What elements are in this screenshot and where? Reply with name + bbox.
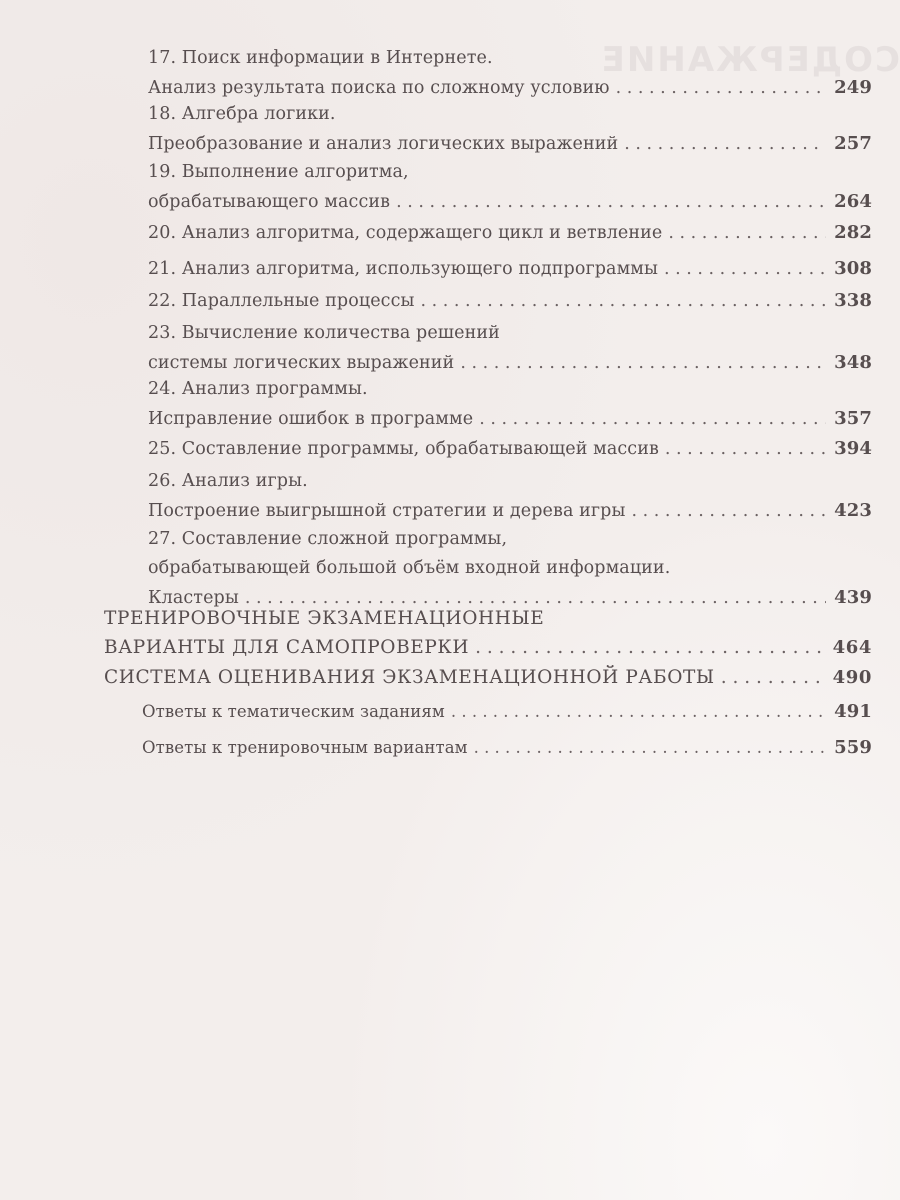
page-number: 357	[834, 408, 872, 429]
entry-title: 21. Анализ алгоритма, использующего подпрограммы	[148, 259, 659, 279]
entry-subtitle: системы логических выражений	[148, 353, 455, 373]
toc-entry-24[interactable]	[148, 375, 872, 434]
page-number: 348	[834, 352, 872, 373]
leader-dots	[474, 733, 827, 762]
page-number: 559	[834, 737, 872, 758]
entry-subtitle: Кластеры	[148, 588, 239, 608]
leader-dots	[451, 697, 826, 726]
page-number: 282	[834, 222, 872, 243]
page-number: 464	[832, 637, 872, 658]
toc-entry-27[interactable]	[148, 525, 872, 613]
toc-entry-18[interactable]	[148, 100, 872, 159]
leader-dots	[624, 130, 826, 159]
entry-title: 23. Вычисление количества решений	[148, 323, 500, 343]
leader-dots	[475, 633, 825, 662]
toc-answers-thematic[interactable]	[142, 697, 872, 726]
page-number: 423	[834, 500, 872, 521]
page-number: 249	[834, 77, 872, 98]
toc-entry-17[interactable]	[148, 44, 872, 103]
entry-title: 18. Алгебра логики.	[148, 104, 336, 124]
leader-dots	[668, 219, 826, 248]
toc-section-training-variants[interactable]	[104, 604, 872, 662]
page-number: 338	[834, 290, 872, 311]
leader-dots	[396, 188, 826, 217]
entry-subtitle: обрабатывающей большой объём входной информации.	[148, 558, 671, 578]
answers-title: Ответы к тематическим заданиям	[142, 702, 445, 721]
section-title: ВАРИАНТЫ ДЛЯ САМОПРОВЕРКИ	[104, 637, 470, 658]
entry-title: 26. Анализ игры.	[148, 471, 308, 491]
leader-dots	[479, 405, 826, 434]
page-number: 439	[834, 587, 872, 608]
page-number: 308	[834, 258, 872, 279]
leader-dots	[664, 255, 826, 284]
entry-title: 19. Выполнение алгоритма,	[148, 162, 409, 182]
entry-subtitle: Построение выигрышной стратегии и дерева игры	[148, 501, 626, 521]
leader-dots	[721, 663, 825, 692]
toc-entry-20[interactable]	[148, 218, 872, 248]
entry-subtitle: обрабатывающего массив	[148, 192, 391, 212]
toc-entry-23[interactable]	[148, 319, 872, 378]
toc-entry-19[interactable]	[148, 158, 872, 217]
toc-entry-26[interactable]	[148, 467, 872, 526]
entry-title: 22. Параллельные процессы	[148, 291, 415, 311]
toc-entry-21[interactable]	[148, 254, 872, 284]
entry-subtitle: Преобразование и анализ логических выражений	[148, 134, 619, 154]
answers-title: Ответы к тренировочным вариантам	[142, 738, 468, 757]
page-number: 490	[832, 667, 872, 688]
entry-subtitle: Анализ результата поиска по сложному условию	[148, 78, 610, 98]
entry-title: 20. Анализ алгоритма, содержащего цикл и ветвление	[148, 223, 663, 243]
section-title: ТРЕНИРОВОЧНЫЕ ЭКЗАМЕНАЦИОННЫЕ	[104, 608, 545, 629]
page-number: 394	[834, 438, 872, 459]
entry-title: 27. Составление сложной программы,	[148, 529, 508, 549]
entry-subtitle: Исправление ошибок в программе	[148, 409, 474, 429]
leader-dots	[665, 435, 826, 464]
leader-dots	[460, 349, 826, 378]
bleed-through-heading: СОДЕРЖАНИЕ	[600, 40, 900, 80]
leader-dots	[421, 287, 827, 316]
page-number: 264	[834, 191, 872, 212]
page-number: 491	[834, 701, 872, 722]
entry-title: 17. Поиск информации в Интернете.	[148, 48, 493, 68]
leader-dots	[616, 74, 827, 103]
leader-dots	[632, 497, 827, 526]
toc-entry-22[interactable]	[148, 286, 872, 316]
page-number: 257	[834, 133, 872, 154]
section-title: СИСТЕМА ОЦЕНИВАНИЯ ЭКЗАМЕНАЦИОННОЙ РАБОТЫ	[104, 667, 715, 688]
toc-entry-25[interactable]	[148, 434, 872, 464]
toc-answers-training[interactable]	[142, 733, 872, 762]
entry-title: 25. Составление программы, обрабатывающей массив	[148, 439, 659, 459]
toc-section-grading-system[interactable]	[104, 663, 872, 692]
entry-title: 24. Анализ программы.	[148, 379, 368, 399]
